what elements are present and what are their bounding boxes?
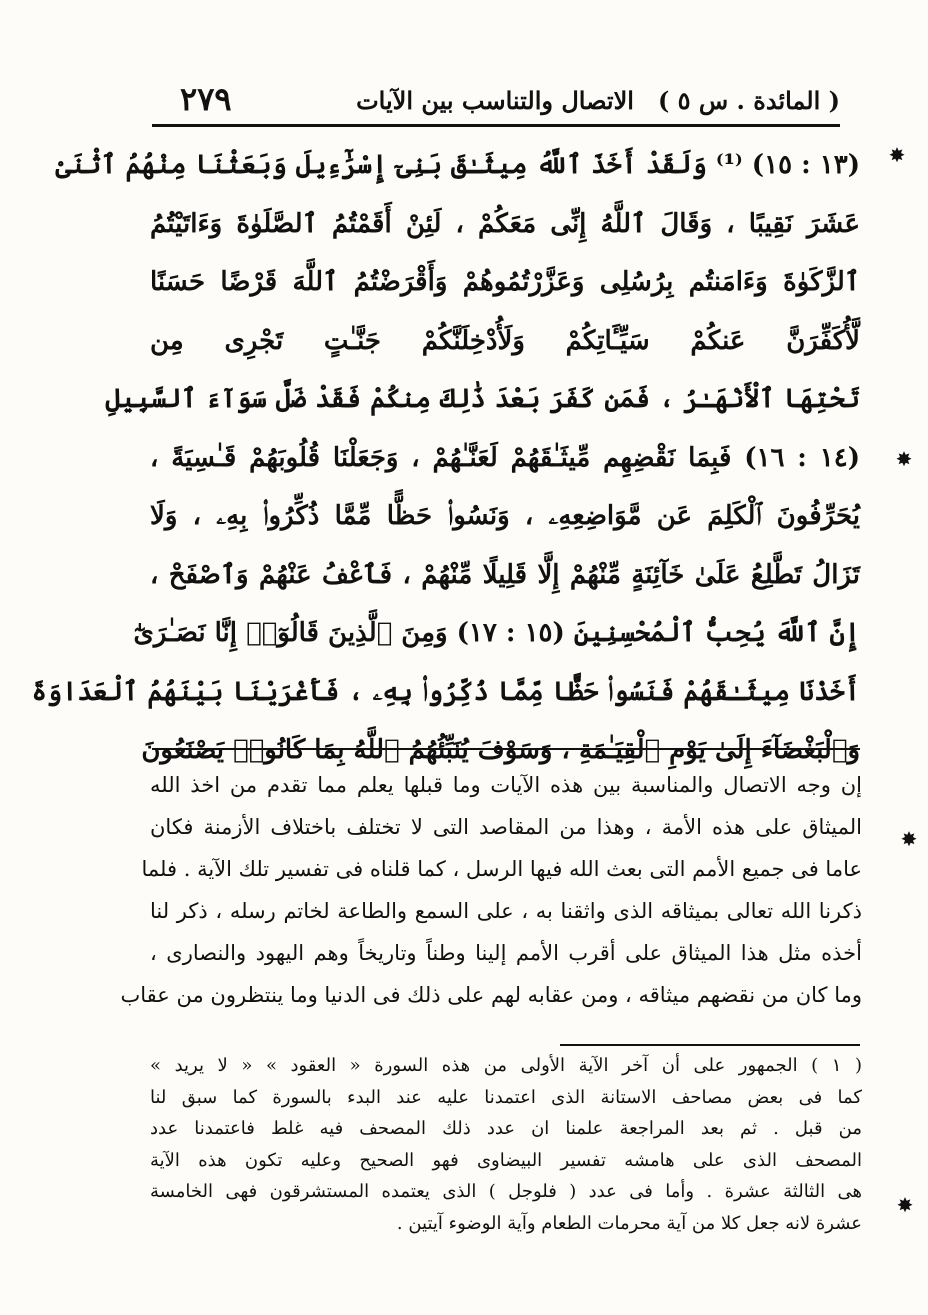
- quran-line: أَخَذْنَا مِيثَـٰقَهُمْ فَنَسُوا۟ حَظًّا مِّمَّا ذُكِّرُوا۟ بِهِۦ ، فَأَغْرَيْنَا بَيْنَهُمُ ٱلْعَدَاوَةَ: [31, 676, 860, 707]
- quran-line: يُحَرِّفُونَ ٱلْكَلِمَ عَن مَّوَاضِعِهِۦ ، وَنَسُوا۟ حَظًّا مِّمَّا ذُكِّرُوا۟ بِهِۦ ، وَلَا: [150, 501, 860, 531]
- quran-line: إِنَّ ٱللَّهَ يُحِبُّ ٱلْمُحْسِنِينَ (١٥ : ١٧) وَمِنَ ٱلَّذِينَ قَالُوٓا۟ إِنَّا نَصَـٰرَىٰٓ: [133, 618, 860, 648]
- header-rule: [152, 124, 840, 127]
- quran-line: (١٣ : ١٥) ⁽¹⁾ وَلَقَدْ أَخَذَ ٱللَّهُ مِيثَـٰقَ بَنِىٓ إِسْرَٰٓءِيلَ وَبَعَثْنَا مِنْهُمُ ٱثْنَىْ: [55, 150, 860, 180]
- footnote-line: ( ١ ) الجمهور على أن آخر الآية الأولى من هذه السورة « العقود » « لا يريد »: [150, 1055, 862, 1076]
- commentary-line: أخذه مثل هذا الميثاق على أقرب الأمم إلينا وطناً وتاريخاً وهم اليهود والنصارى ،: [150, 941, 862, 965]
- page-header: [150, 82, 840, 122]
- running-title: الاتصال والتناسب بين الآيات: [356, 86, 634, 115]
- quran-line: تَزَالُ تَطَّلِعُ عَلَىٰ خَآئِنَةٍ مِّنْهُمْ إِلَّا قَلِيلًا مِّنْهُمْ ، فَٱعْفُ عَنْهُمْ وَٱصْفَحْ ،: [150, 559, 860, 590]
- footnote-line: هى الثالثة عشرة . وأما فى عدد ( فلوجل ) الذى يعتمده المستشرقون فهى الخامسة: [150, 1181, 862, 1202]
- quran-line: تَحْتِهَا ٱلْأَنْهَـٰرُ ، فَمَن كَفَرَ بَعْدَ ذَٰلِكَ مِنكُمْ فَقَدْ ضَلَّ سَوَآءَ ٱلسَّبِيلِ: [105, 384, 860, 414]
- footnote-rule: [560, 1044, 860, 1046]
- quran-line: ٱلزَّكَوٰةَ وَءَامَنتُم بِرُسُلِى وَعَزَّرْتُمُوهُمْ وَأَقْرَضْتُمُ ٱللَّهَ قَرْضًا حَسَنًا: [150, 267, 860, 297]
- quran-text-block: [31, 136, 860, 780]
- commentary-line: إن وجه الاتصال والمناسبة بين هذه الآيات وما قبلها يعلم مما تقدم من اخذ الله: [150, 773, 862, 797]
- footnote-line: المصحف الذى على هامشه تفسير البيضاوى فهو الصحيح وعليه تكون هذه الآية: [150, 1149, 862, 1171]
- commentary-line: وما كان من نقضهم ميثاقه ، ومن عقابه لهم على ذلك فى الدنيا وما ينتظرون من عقاب: [120, 983, 862, 1007]
- commentary-block: [120, 764, 862, 1016]
- section-divider: [152, 748, 860, 750]
- page-number: ٢٧٩: [180, 80, 232, 118]
- quran-line: وَٱلْبَغْضَآءَ إِلَىٰ يَوْمِ ٱلْقِيَـٰمَةِ ، وَسَوْفَ يُنَبِّئُهُمُ ٱللَّهُ بِمَا كَانُوا۟ يَصْنَعُونَ: [141, 735, 860, 765]
- binding-hole-mark-icon: ✸: [900, 827, 918, 851]
- footnote-block: [150, 1050, 862, 1239]
- quran-line: لَّأُكَفِّرَنَّ عَنكُمْ سَيِّـَٔاتِكُمْ وَلَأُدْخِلَنَّكُمْ جَنَّـٰتٍ تَجْرِى مِن: [150, 325, 860, 356]
- footnote-line: من قبل . ثم بعد المراجعة علمنا ان عدد ذلك المصحف فيه غلط فاعتمدنا عدد: [150, 1118, 862, 1139]
- quran-line: (١٤ : ١٦) فَبِمَا نَقْضِهِم مِّيثَـٰقَهُمْ لَعَنَّـٰهُمْ ، وَجَعَلْنَا قُلُوبَهُمْ قَـٰسِيَةً ،: [150, 442, 860, 473]
- footnote-line: كما فى بعض مصاحف الاستانة الذى اعتمدنا عليه عند البدء بالسورة كما سبق لنا: [150, 1086, 862, 1108]
- binding-hole-mark-icon: ✸: [896, 1193, 914, 1217]
- surah-reference: ( المائدة . س ٥ ): [657, 86, 840, 115]
- commentary-line: عاما فى جميع الأمم التى بعث الله فيها الرسل ، كما قلناه فى تفسير تلك الآية . فلما: [141, 857, 862, 881]
- commentary-line: الميثاق على هذه الأمة ، وهذا من المقاصد التى لا تختلف باختلاف الأزمنة فكان: [150, 815, 862, 839]
- binding-hole-mark-icon: ✸: [895, 447, 913, 471]
- commentary-line: ذكرنا الله تعالى بميثاقه الذى واثقنا به ، على السمع والطاعة لخاتم رسله ، ذكر لنا: [150, 899, 862, 923]
- quran-line: عَشَرَ نَقِيبًا ، وَقَالَ ٱللَّهُ إِنِّى مَعَكُمْ ، لَئِنْ أَقَمْتُمُ ٱلصَّلَوٰةَ وَءَاتَيْتُمُ: [150, 208, 860, 239]
- binding-hole-mark-icon: ✸: [888, 143, 906, 167]
- footnote-line: عشرة لانه جعل كلا من آية محرمات الطعام وآية الوضوء آيتين .: [396, 1212, 862, 1234]
